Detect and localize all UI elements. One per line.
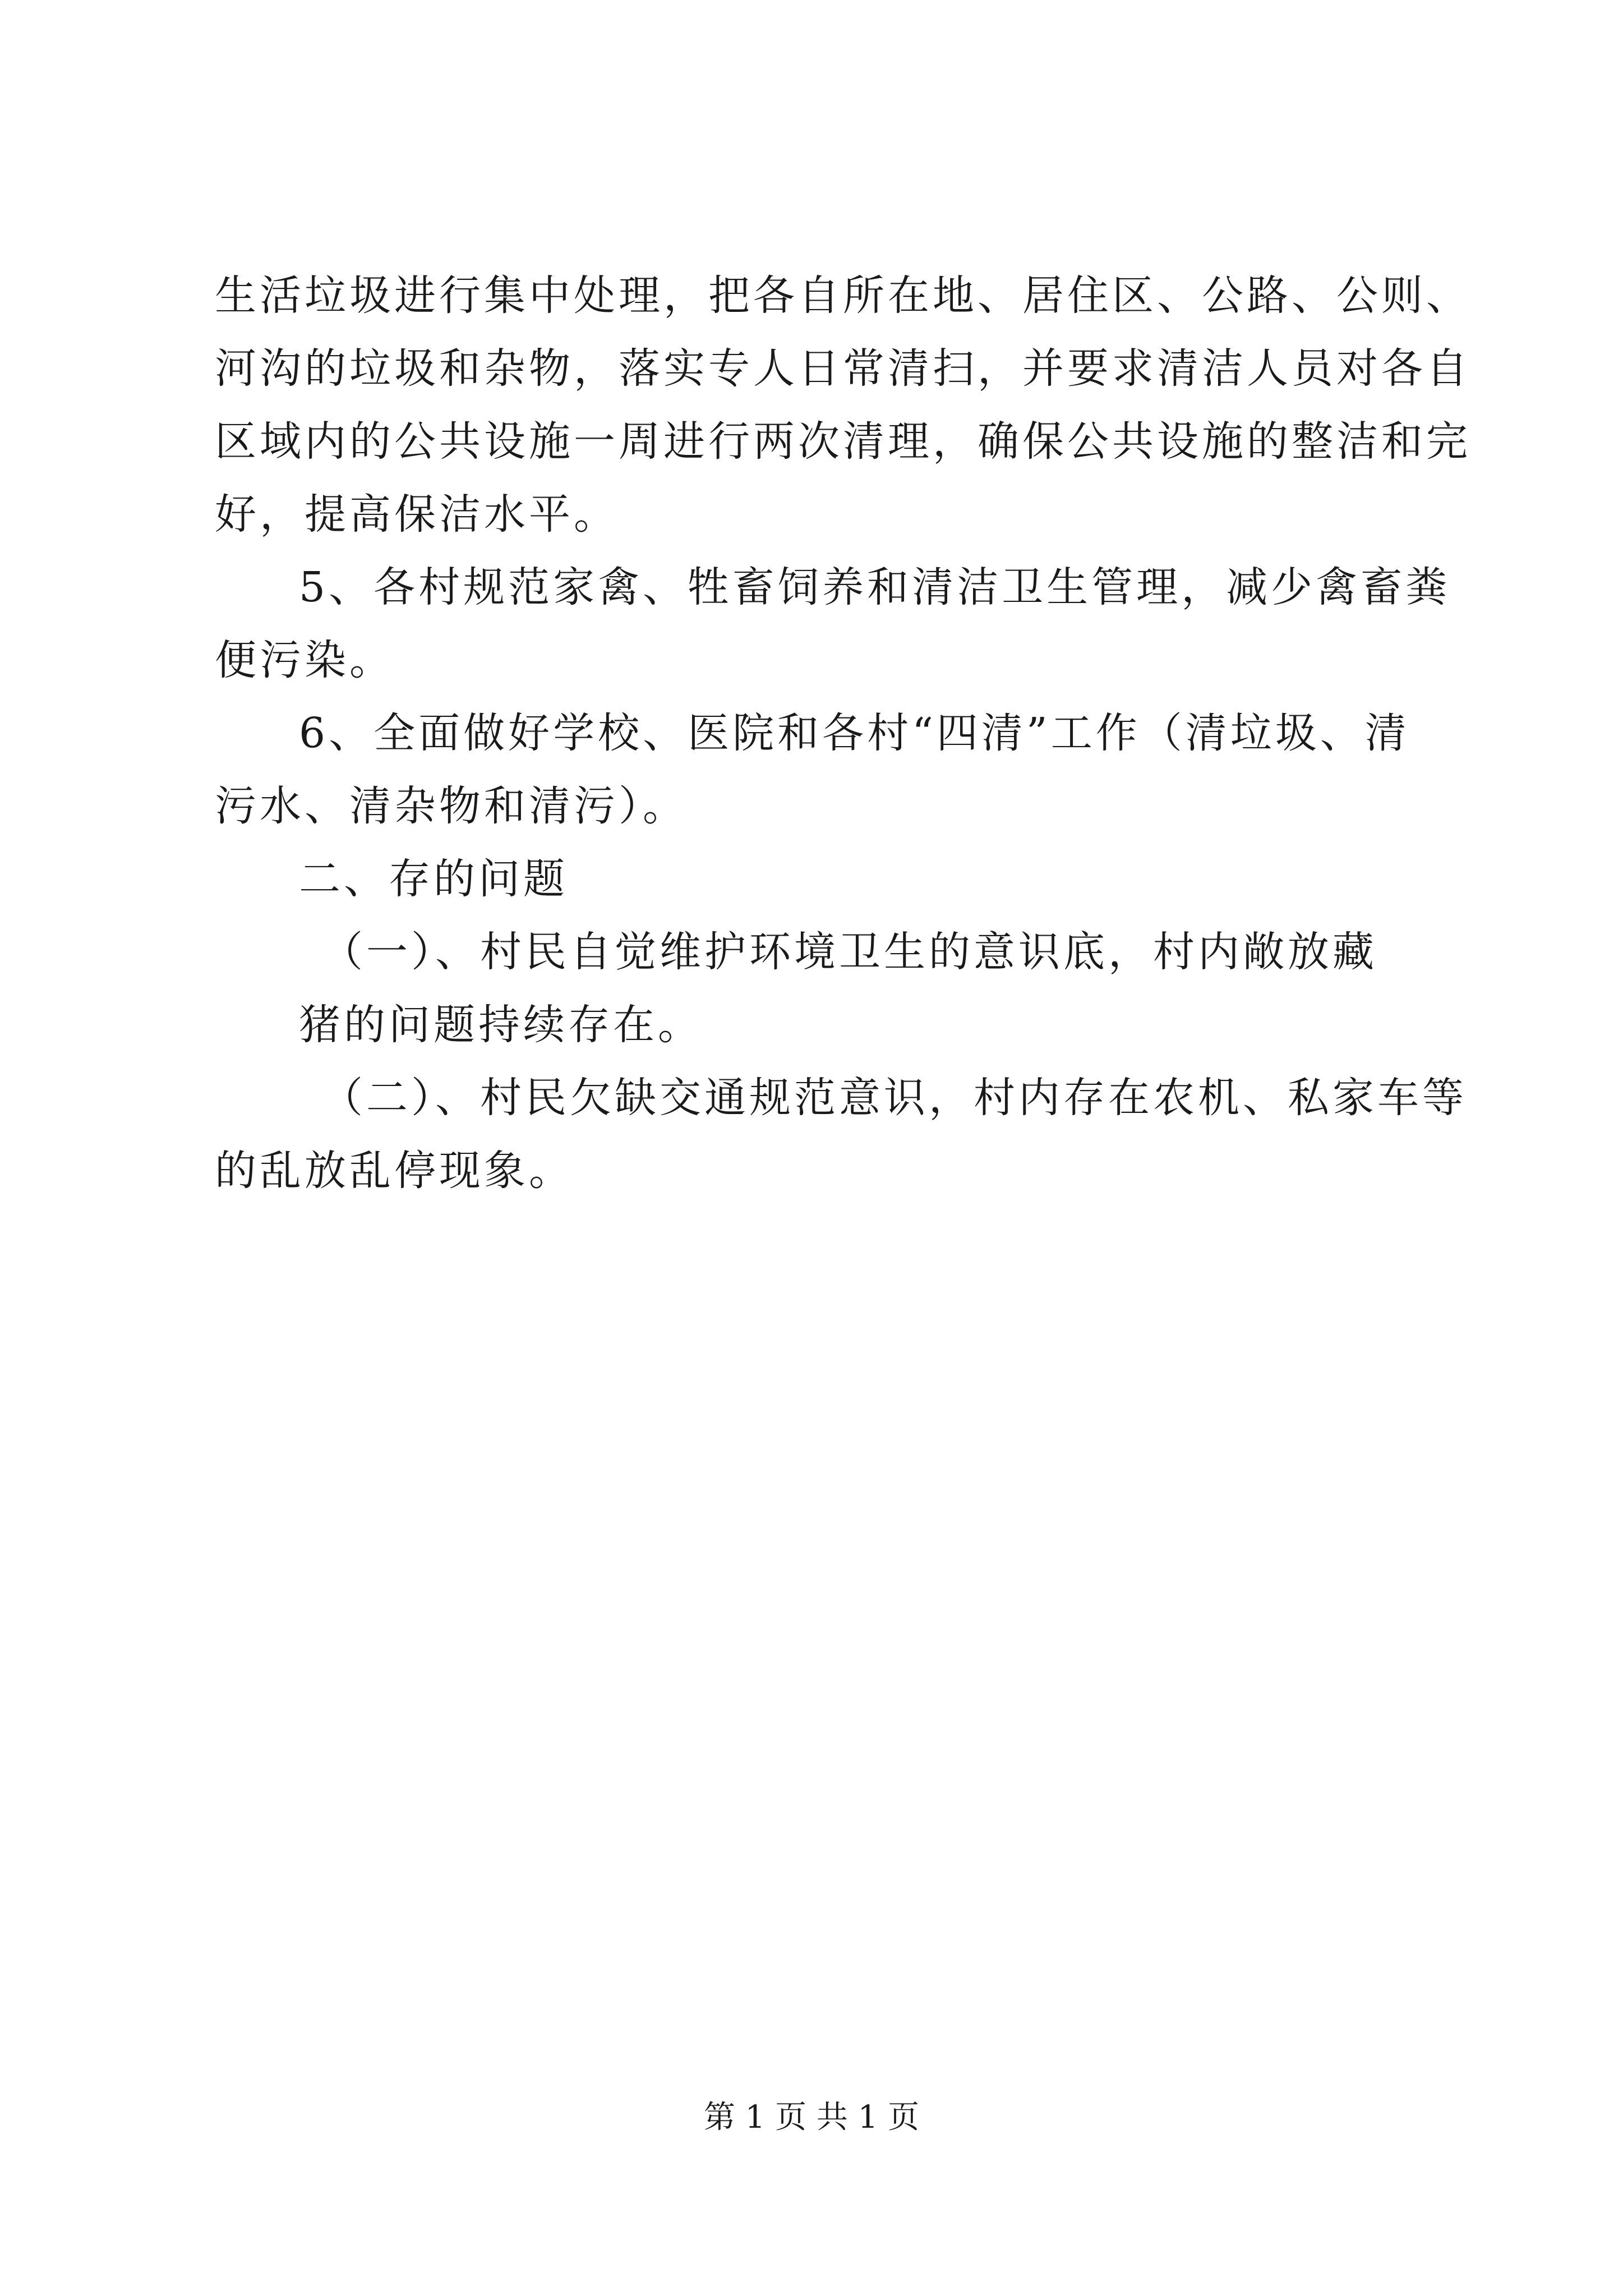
paragraph-cleanup-duties	[215, 259, 1471, 551]
page-footer	[0, 2095, 1623, 2140]
section-heading-problems	[215, 843, 1421, 915]
text-line: 污水、清杂物和清污）。	[215, 782, 688, 830]
text-line: 区域内的公共设施一周进行两次清理，确保公共设施的整洁和完	[215, 417, 1471, 466]
page-number-label: 第 1 页 共 1 页	[703, 2099, 920, 2136]
paragraph-item-6	[215, 697, 1421, 843]
text-line: 生活垃圾进行集中处理，把各自所在地、居住区、公路、公则、	[215, 272, 1471, 320]
text-line: 6、全面做好学校、医院和各村“四清”工作（清垃圾、清	[299, 709, 1410, 757]
text-line: 河沟的垃圾和杂物，落实专人日常清扫，并要求清洁人员对各自	[215, 344, 1471, 393]
paragraph-problem-1	[215, 915, 1421, 1061]
text-line: 猪的问题持续存在。	[299, 1001, 703, 1049]
section-heading: 二、存的问题	[299, 855, 568, 903]
document-body	[215, 259, 1471, 1207]
text-line: （一）、村民自觉维护环境卫生的意识底，村内敞放藏	[321, 928, 1377, 976]
text-line: （二）、村民欠缺交通规范意识，村内存在农机、私家车等	[321, 1074, 1467, 1122]
text-line: 的乱放乱停现象。	[215, 1147, 574, 1195]
text-line: 好，提高保洁水平。	[215, 490, 619, 539]
text-line: 5、各村规范家禽、牲畜饲养和清洁卫生管理，减少禽畜粪	[299, 563, 1451, 611]
paragraph-problem-2	[215, 1061, 1467, 1207]
paragraph-item-5	[215, 551, 1451, 697]
text-line: 便污染。	[215, 636, 394, 684]
